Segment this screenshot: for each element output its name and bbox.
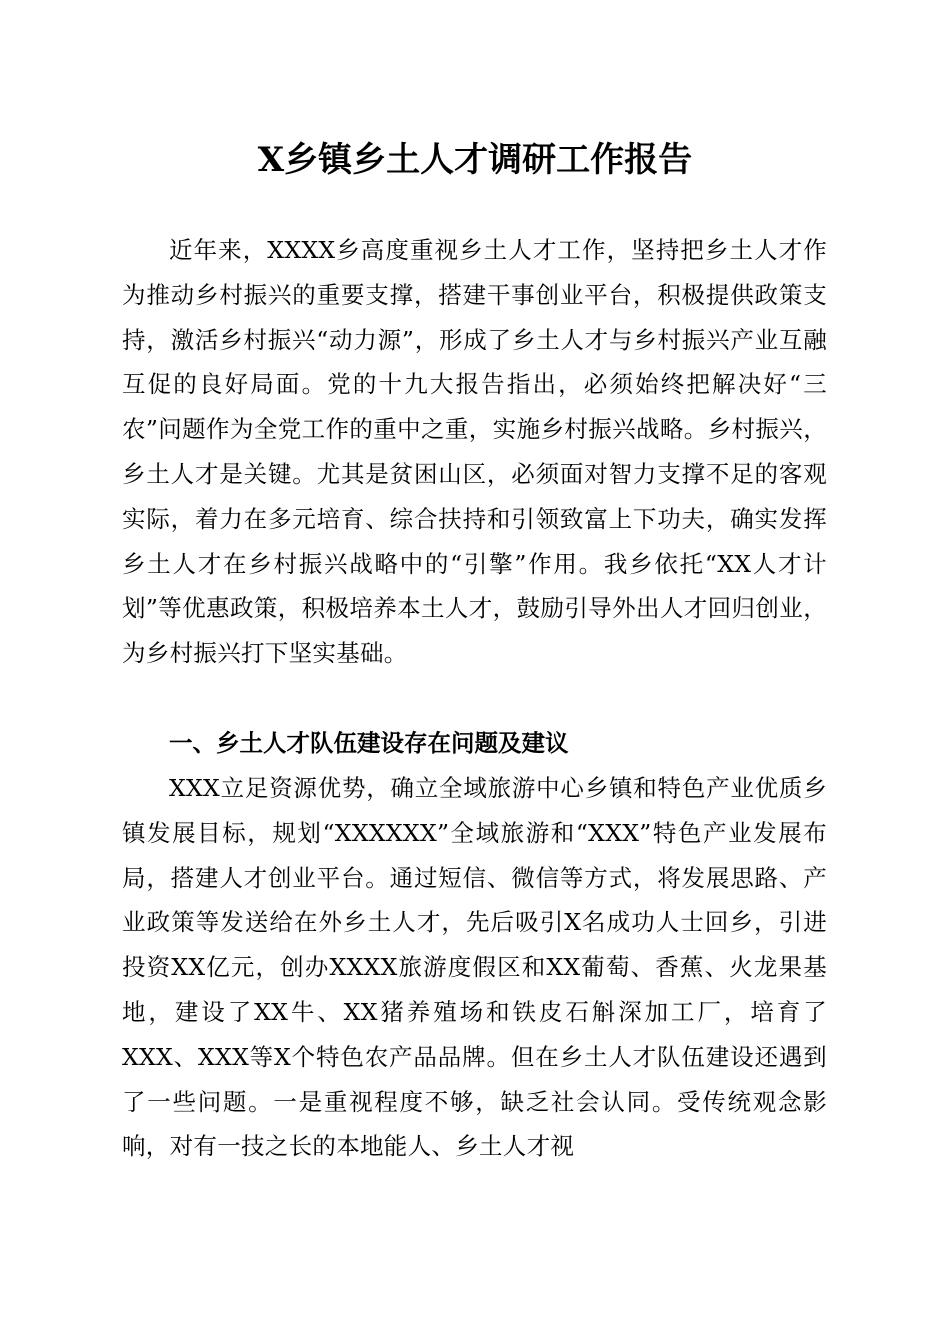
document-title: X乡镇乡土人才调研工作报告 [257, 140, 693, 180]
section-paragraph: XXX立足资源优势，确立全域旅游中心乡镇和特色产业优质乡镇发展目标，规划“XXXXXX”全域旅游和“XXX”特色产业发展布局，搭建人才创业平台。通过短信、微信等方式，将发展思路、产业政策等发送给在外乡土人才，先后吸引X名成功人士回乡，引进投资XX亿元，创办XXXX旅游度假区和XX葡萄、香蕉、火龙果基地，建设了XX牛、XX猪养殖场和铁皮石斛深加工厂，培育了XXX、XXX等X个特色农产品品牌。但在乡土人才队伍建设还遇到了一些问题。一是重视程度不够，缺乏社会认同。受传统观念影响，对有一技之长的本地能人、乡土人才视 [122, 774, 827, 1161]
section-heading: 一、乡土人才队伍建设存在问题及建议 [169, 729, 569, 757]
intro-paragraph: 近年来，XXXX乡高度重视乡土人才工作，坚持把乡土人才作为推动乡村振兴的重要支撑，搭建干事创业平台，积极提供政策支持，激活乡村振兴“动力源”，形成了乡土人才与乡村振兴产业互融互促的良好局面。党的十九大报告指出，必须始终把解决好“三农”问题作为全党工作的重中之重，实施乡村振兴战略。乡村振兴，乡土人才是关键。尤其是贫困山区，必须面对智力支撑不足的客观实际，着力在多元培育、综合扶持和引领致富上下功夫，确实发挥乡土人才在乡村振兴战略中的“引擎”作用。我乡依托“XX人才计划”等优惠政策，积极培养本土人才，鼓励引导外出人才回归创业，为乡村振兴打下坚实基础。 [122, 236, 827, 668]
